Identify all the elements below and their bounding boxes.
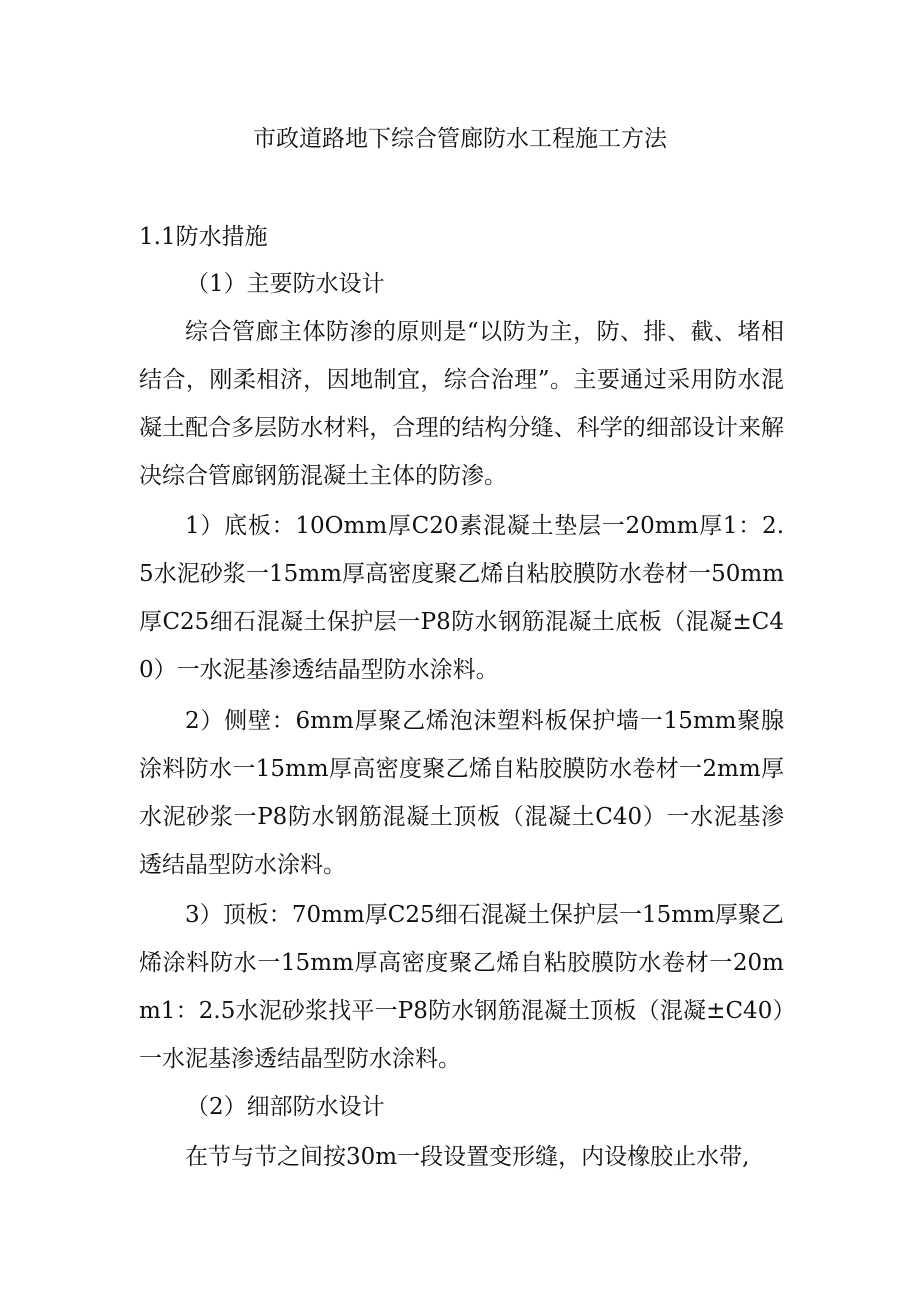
paragraph-deformation-joint: 在节与节之间按30m一段设置变形缝，内设橡胶止水带,	[185, 1144, 750, 1170]
subsection-heading-main-design: （1）主要防水设计	[186, 271, 385, 297]
document-title: 市政道路地下综合管廊防水工程施工方法	[253, 126, 667, 152]
paragraph-principle: 综合管廊主体防渗的原则是“以防为主，防、排、截、堵相结合，刚柔相济，因地制宜，综合治理”。主要通过采用防水混凝土配合多层防水材料，合理的结构分缝、科学的细部设计来解决综合管廊钢筋混凝土主体的防渗。	[139, 319, 784, 489]
paragraph-side-wall: 2）侧壁：6mm厚聚乙烯泡沫塑料板保护墙一15mm聚腺涂料防水一15mm厚高密度聚乙烯自粘胶膜防水卷材一2mm厚水泥砂浆一P8防水钢筋混凝土顶板（混凝土C40）一水泥基渗透结晶型防水涂料。	[139, 708, 784, 878]
section-heading: 1.1防水措施	[139, 224, 268, 250]
paragraph-floor-slab: 1）底板：10Omm厚C20素混凝土垫层一20mm厚1：2.5水泥砂浆一15mm厚高密度聚乙烯自粘胶膜防水卷材一50mm厚C25细石混凝土保护层一P8防水钢筋混凝土底板（混凝±C40）一水泥基渗透结晶型防水涂料。	[139, 513, 784, 683]
paragraph-roof-slab: 3）顶板：70mm厚C25细石混凝土保护层一15mm厚聚乙烯涂料防水一15mm厚高密度聚乙烯自粘胶膜防水卷材一20mm1：2.5水泥砂浆找平一P8防水钢筋混凝土顶板（混凝±C40）一水泥基渗透结晶型防水涂料。	[139, 902, 784, 1072]
subsection-heading-detail-design: （2）细部防水设计	[186, 1094, 385, 1120]
